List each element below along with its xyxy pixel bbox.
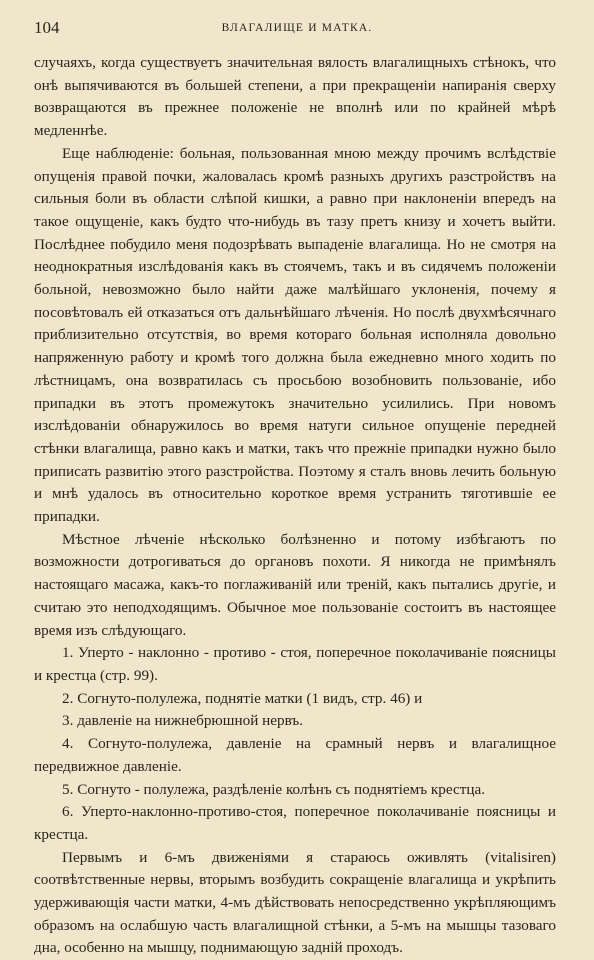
list-item-4: 4. Согнуто-полулежа, давленіе на срамный нервъ и влагалищное передвижное давленіе. (34, 735, 556, 775)
paragraph-continuation: случаяхъ, когда существуетъ значительная вялость влагалищныхъ стѣнокъ, что онѣ выпячиваются въ большей степени, а при прекращеніи напиранія сверху возвращаются въ прежнее положеніе не вполнѣ или по крайней мѣрѣ медленнѣе. (34, 54, 556, 140)
running-head: ВЛАГАЛИЩЕ И МАТКА. (221, 22, 373, 34)
page-body (34, 52, 556, 960)
paragraph-local-treatment: Мѣстное лѣченіе нѣсколько болѣзненно и потому избѣгаютъ по возможности дотрогиваться до органовъ похоти. Я никогда не примѣнялъ настоящаго масажа, какъ-то поглаживаній или треній, какъ пытались другіе, и считаю это неподходящимъ. Обычное мое пользованіе состоитъ въ настоящее время изъ слѣдующаго. (34, 530, 556, 639)
list-item-5: 5. Согнуто - полулежа, раздѣленіе колѣнъ съ поднятіемъ крестца. (62, 780, 486, 798)
list-item-6: 6. Уперто-наклонно-противо-стоя, поперечное поколачиваніе поясницы и крестца. (34, 803, 556, 843)
page-number: 104 (34, 18, 60, 37)
paragraph-conclusion: Первымъ и 6-мъ движеніями я стараюсь оживлять (vitalisiren) соотвѣтственные нервы, вторымъ возбудить сокращеніе влагалища и укрѣпить удерживающія части матки, 4-мъ дѣйствовать непосредственно укрѣпляющимъ образомъ на ослабшую часть влагалищной стѣнки, а 5-мъ на мышцы тазоваго дна, особенно на мышцу, поднимающую задній проходъ. (34, 848, 556, 957)
list-item-2: 2. Согнуто-полулежа, поднятіе матки (1 видъ, стр. 46) и (62, 689, 423, 707)
paragraph-observation: Еще наблюденіе: больная, пользованная мною между прочимъ вслѣдствіе опущенія правой почки, жаловалась кромѣ разныхъ другихъ разстройствъ на сильныя боли въ области слѣпой кишки, а равно при наклоненіи впередъ на такое ощущеніе, какъ будто что-нибудь въ тазу претъ книзу и хочетъ выйти. Послѣднее побудило меня подозрѣвать выпаденіе влагалища. Но не смотря на неоднократныя изслѣдованія какъ въ стоячемъ, такъ и въ сидячемъ положеніи больной, невозможно было найти даже малѣйшаго уклоненія, почему я посовѣтовалъ ей отказаться отъ дальнѣйшаго лѣченія. Но послѣ двухмѣсячнаго приблизительно отсутствія, во время котораго больная исполняла довольно напряженную работу и кромѣ того должна была ежедневно много ходить по лѣстницамъ, она возвратилась съ просьбою возобновить пользованіе, ибо припадки въ этотъ промежутокъ значительно усилились. При новомъ изслѣдованіи обнаружилось во время натуги сильное опущеніе передней стѣнки влагалища, равно какъ и матки, такъ что прежніе припадки нужно было приписать развитію этого разстройства. Поэтому я сталъ вновь лечить больную и мнѣ удалось въ относительно короткое время устранить тяготившіе ее припадки. (34, 144, 556, 526)
list-item-1: 1. Уперто - наклонно - противо - стоя, поперечное поколачиваніе поясницы и крестца (стр. 99). (34, 644, 556, 684)
list-item-3: 3. давленіе на нижнебрюшной нервъ. (62, 712, 304, 730)
page-header (34, 14, 560, 40)
